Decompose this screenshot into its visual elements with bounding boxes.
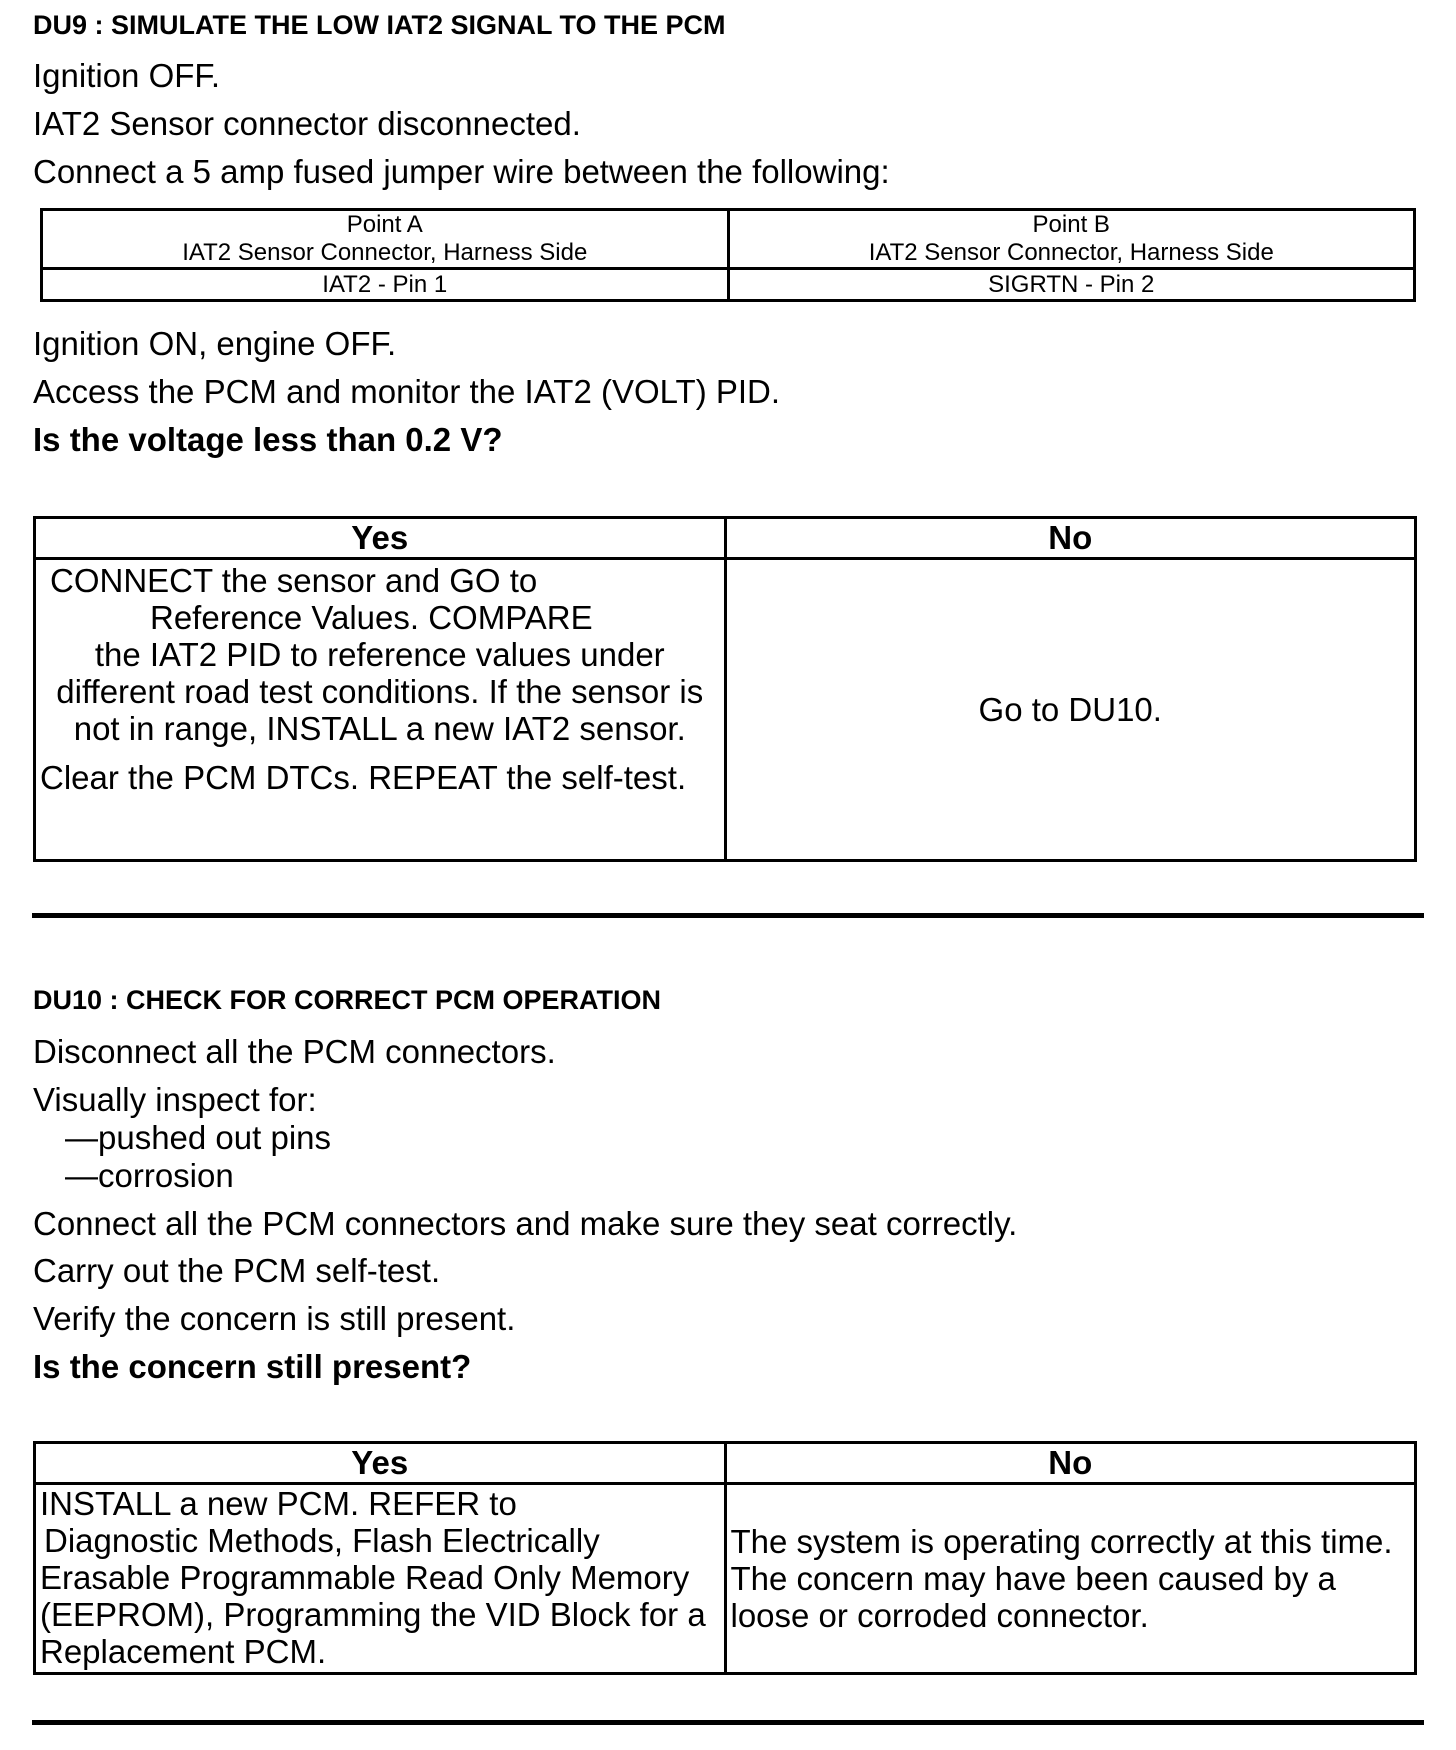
section-divider	[32, 913, 1424, 918]
du9-step-ignition-on: Ignition ON, engine OFF.	[33, 325, 397, 362]
du9-step-connect-jumper: Connect a 5 amp fused jumper wire between the following:	[33, 153, 890, 190]
du10-step-self-test: Carry out the PCM self-test.	[33, 1252, 441, 1289]
du10-yes-line: INSTALL a new PCM. REFER to	[40, 1485, 517, 1522]
point-a-pin: IAT2 - Pin 1	[42, 269, 729, 301]
du9-yes-line: not in range, INSTALL a new IAT2 sensor.	[73, 710, 686, 747]
du10-yes-cell	[35, 1484, 726, 1674]
du10-no-cell	[725, 1484, 1416, 1674]
du10-step-connect: Connect all the PCM connectors and make sure they seat correctly.	[33, 1205, 1018, 1242]
point-b-title: Point B	[1032, 211, 1110, 238]
du9-yes-line: the IAT2 PID to reference values under	[94, 636, 665, 673]
point-a-header	[42, 210, 729, 269]
du9-yes-line: Reference Values. COMPARE	[150, 599, 593, 636]
point-b-pin: SIGRTN - Pin 2	[728, 269, 1415, 301]
du9-yes-cell	[35, 559, 726, 861]
du10-yes-line: Erasable Programmable Read Only Memory	[40, 1559, 690, 1596]
du9-question: Is the voltage less than 0.2 V?	[33, 421, 503, 458]
du9-step-ignition-off: Ignition OFF.	[33, 57, 221, 94]
du9-yes-line: Clear the PCM DTCs. REPEAT the self-test.	[40, 759, 687, 796]
du9-yes-line: different road test conditions. If the sensor is	[56, 673, 704, 710]
du10-step-disconnect: Disconnect all the PCM connectors.	[33, 1033, 556, 1070]
du10-inspect-item-corrosion: —corrosion	[65, 1157, 234, 1194]
du9-heading: DU9 : SIMULATE THE LOW IAT2 SIGNAL TO THE PCM	[33, 10, 726, 40]
du10-answer-table	[33, 1441, 1417, 1675]
du10-no-line: The system is operating correctly at this time.	[730, 1523, 1393, 1560]
point-a-sub: IAT2 Sensor Connector, Harness Side	[182, 239, 588, 266]
du9-yes-header: Yes	[35, 518, 726, 559]
du9-step-access-pcm: Access the PCM and monitor the IAT2 (VOLT) PID.	[33, 373, 781, 410]
du10-yes-line: Diagnostic Methods, Flash Electrically	[44, 1522, 600, 1559]
du9-no-header: No	[725, 518, 1416, 559]
du9-yes-line: CONNECT the sensor and GO to	[50, 562, 538, 599]
du9-points-table	[40, 208, 1416, 302]
du10-no-line: loose or corroded connector.	[730, 1597, 1149, 1634]
du10-step-verify: Verify the concern is still present.	[33, 1300, 516, 1337]
du10-yes-header: Yes	[35, 1443, 726, 1484]
du10-no-header: No	[725, 1443, 1416, 1484]
du10-heading: DU10 : CHECK FOR CORRECT PCM OPERATION	[33, 985, 662, 1015]
point-a-title: Point A	[346, 211, 423, 238]
du9-no-cell: Go to DU10.	[725, 559, 1416, 861]
du10-yes-line: (EEPROM), Programming the VID Block for a	[40, 1596, 706, 1633]
du10-question: Is the concern still present?	[33, 1348, 472, 1385]
du10-inspect-item-pins: —pushed out pins	[65, 1119, 332, 1156]
section-divider	[32, 1720, 1424, 1725]
du9-step-connector-disconnected: IAT2 Sensor connector disconnected.	[33, 105, 581, 142]
point-b-header	[728, 210, 1415, 269]
du10-yes-line: Replacement PCM.	[40, 1633, 327, 1670]
du10-step-inspect: Visually inspect for:	[33, 1081, 317, 1118]
du9-answer-table	[33, 516, 1417, 862]
point-b-sub: IAT2 Sensor Connector, Harness Side	[868, 239, 1274, 266]
du10-no-line: The concern may have been caused by a	[730, 1560, 1336, 1597]
